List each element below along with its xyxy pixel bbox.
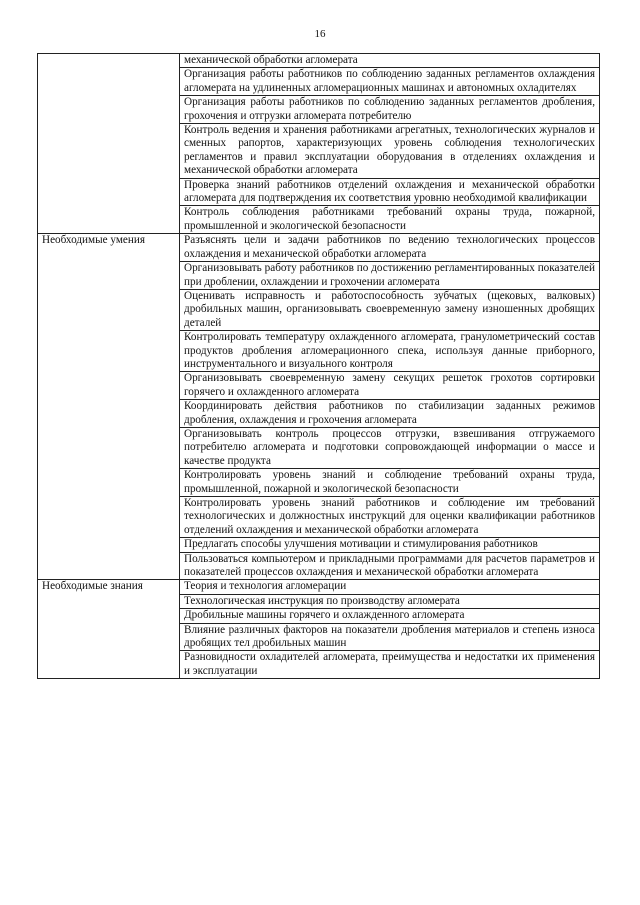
table-cell: Предлагать способы улучшения мотивации и стимулирования работников	[180, 538, 600, 552]
table-cell: Координировать действия работников по стабилизации заданных режимов дробления, охлаждения и грохочения агломерата	[180, 400, 600, 428]
table-cell: Организовывать своевременную замену секущих решеток грохотов сортировки горячего и охлажденного агломерата	[180, 372, 600, 400]
table-cell: Дробильные машины горячего и охлажденного агломерата	[180, 609, 600, 623]
table-cell: Организовывать работу работников по достижению регламентированных показателей при дроблении, охлаждении и грохочении агломерата	[180, 262, 600, 290]
table-cell: Оценивать исправность и работоспособность зубчатых (щековых, валковых) дробильных машин, организовывать своевременную замену изношенных дробящих деталей	[180, 289, 600, 330]
table-cell: Теория и технология агломерации	[180, 580, 600, 594]
section-label-knowledge: Необходимые знания	[38, 580, 180, 679]
table-cell: Организация работы работников по соблюдению заданных регламентов охлаждения агломерата на удлиненных агломерационных машинах и автономных охладителях	[180, 68, 600, 96]
table-cell: Организация работы работников по соблюдению заданных регламентов дробления, грохочения и отгрузки агломерата потребителю	[180, 96, 600, 124]
table-row	[38, 580, 600, 594]
table-cell: механической обработки агломерата	[180, 54, 600, 68]
page-number: 16	[314, 28, 326, 40]
table-row	[38, 234, 600, 262]
table-cell: Разновидности охладителей агломерата, преимущества и недостатки их применения и эксплуатации	[180, 651, 600, 679]
table-cell: Пользоваться компьютером и прикладными программами для расчетов параметров и показателей процессов охлаждения и механической обработки агломерата	[180, 552, 600, 580]
table-cell: Контролировать уровень знаний работников и соблюдение им требований технологических и должностных инструкций для оценки квалификации работников отделений охлаждения и механической обработки агломерата	[180, 497, 600, 538]
table-cell: Разъяснять цели и задачи работников по ведению технологических процессов охлаждения и механической обработки агломерата	[180, 234, 600, 262]
table-row	[38, 54, 600, 68]
table-cell: Контроль ведения и хранения работниками агрегатных, технологических журналов и сменных рапортов, характеризующих уровень соблюдения технологических регламентов и правил эксплуатации оборудования в отделениях охлаждения и механической обработки агломерата	[180, 124, 600, 179]
section-label-skills: Необходимые умения	[38, 234, 180, 580]
requirements-table	[37, 53, 600, 679]
table-cell: Проверка знаний работников отделений охлаждения и механической обработки агломерата для подтверждения их соответствия уровню необходимой квалификации	[180, 178, 600, 206]
table-cell: Влияние различных факторов на показатели дробления материалов и степень износа дробящих тел дробильных машин	[180, 623, 600, 651]
table-cell: Организовывать контроль процессов отгрузки, взвешивания отгружаемого потребителю агломерата и подготовки сопровождающей информации о массе и качестве продукта	[180, 427, 600, 468]
section-label	[38, 54, 180, 234]
table-cell: Технологическая инструкция по производству агломерата	[180, 594, 600, 608]
table-cell: Контролировать температуру охлажденного агломерата, гранулометрический состав продуктов дробления агломерационного спека, используя данные приборного, инструментального и визуального контроля	[180, 331, 600, 372]
table-cell: Контроль соблюдения работниками требований охраны труда, пожарной, промышленной и экологической безопасности	[180, 206, 600, 234]
table-cell: Контролировать уровень знаний и соблюдение требований охраны труда, промышленной, пожарной и экологической безопасности	[180, 469, 600, 497]
